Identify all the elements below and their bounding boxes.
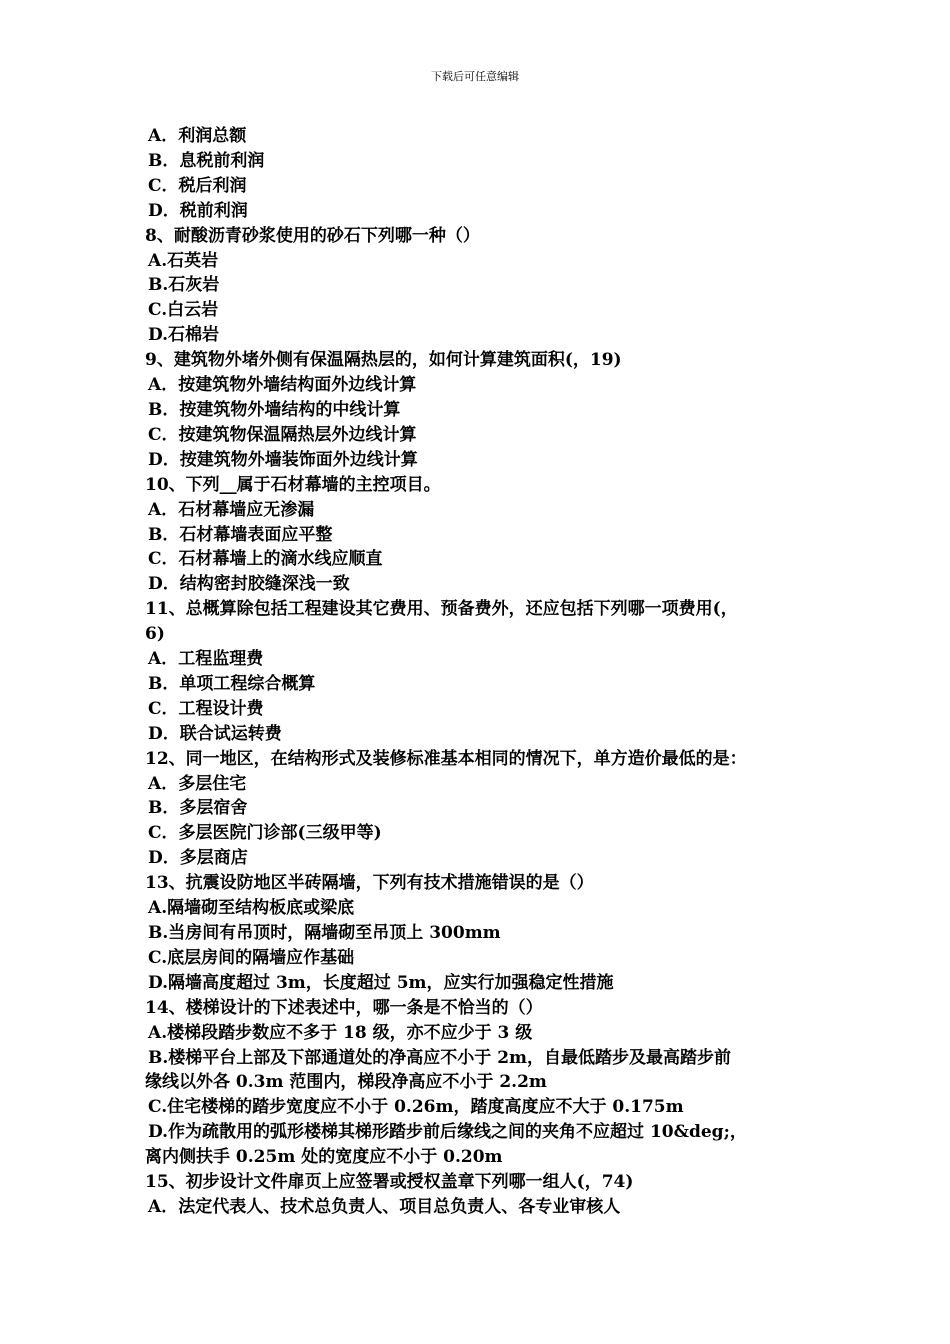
- option-line: D．结构密封胶缝深浅一致: [148, 574, 350, 595]
- question-line: 11、总概算除包括工程建设其它费用、预备费外，还应包括下列哪一项费用(，: [145, 599, 738, 620]
- option-line: D.隔墙高度超过 3m，长度超过 5m，应实行加强稳定性措施: [148, 972, 614, 993]
- question-line-continued: 6): [145, 624, 165, 645]
- question-line: 9、建筑物外堵外侧有保温隔热层的，如何计算建筑面积(，19): [145, 350, 622, 371]
- option-line: B.当房间有吊顶时，隔墙砌至吊顶上 300mm: [148, 923, 501, 943]
- option-line: C.住宅楼梯的踏步宽度应不小于 0.26m，踏度高度应不大于 0.175m: [148, 1097, 684, 1118]
- option-line: A.隔墙砌至结构板底或梁底: [148, 898, 355, 919]
- option-line: D.石棉岩: [148, 325, 220, 346]
- option-line: C．多层医院门诊部(三级甲等): [148, 823, 382, 844]
- option-line: B．按建筑物外墙结构的中线计算: [148, 399, 401, 420]
- option-line: A．按建筑物外墙结构面外边线计算: [148, 375, 417, 396]
- page-header: 下载后可任意编辑: [431, 70, 519, 83]
- option-line: C.底层房间的隔墙应作基础: [148, 947, 355, 968]
- question-line: 10、下列__属于石材幕墙的主控项目。: [145, 474, 441, 495]
- option-line: D.作为疏散用的弧形楼梯其梯形踏步前后缘线之间的夹角不应超过 10&deg;，: [148, 1122, 747, 1143]
- option-line: B．石材幕墙表面应平整: [148, 524, 333, 545]
- option-line: B．息税前利润: [148, 150, 265, 171]
- question-line: 13、抗震设防地区半砖隔墙，下列有技术措施错误的是（）: [145, 873, 594, 894]
- option-line: B．单项工程综合概算: [148, 673, 316, 694]
- document-body: [145, 124, 825, 1220]
- option-line: A.石英岩: [148, 250, 219, 271]
- option-line: A.楼梯段踏步数应不多于 18 级，亦不应少于 3 级: [148, 1022, 533, 1043]
- option-line: B.楼梯平台上部及下部通道处的净高应不小于 2m，自最低踏步及最高踏步前: [148, 1047, 732, 1068]
- option-line: C．税后利润: [148, 175, 247, 196]
- option-line: C.白云岩: [148, 300, 219, 321]
- option-line: B．多层宿舍: [148, 798, 248, 819]
- option-line: D．按建筑物外墙装饰面外边线计算: [148, 449, 418, 470]
- option-line: A．法定代表人、技术总负责人、项目总负责人、各专业审核人: [148, 1196, 621, 1217]
- option-line: D．税前利润: [148, 200, 248, 221]
- question-line: 15、初步设计文件扉页上应签署或授权盖章下列哪一组人(，74): [145, 1172, 634, 1193]
- question-line: 14、楼梯设计的下述表述中，哪一条是不恰当的（）: [145, 997, 543, 1018]
- option-line: A．多层住宅: [148, 773, 247, 794]
- option-line: A．工程监理费: [148, 649, 264, 670]
- option-line: C．按建筑物保温隔热层外边线计算: [148, 424, 417, 445]
- question-line: 12、同一地区，在结构形式及装修标准基本相同的情况下，单方造价最低的是：: [145, 748, 747, 769]
- option-line-continued: 缘线以外各 0.3m 范围内，梯段净高应不小于 2.2m: [145, 1072, 547, 1093]
- question-line: 8、耐酸沥青砂浆使用的砂石下列哪一种（）: [145, 225, 480, 246]
- option-line: C．石材幕墙上的滴水线应顺直: [148, 549, 383, 570]
- option-line: D．多层商店: [148, 848, 248, 869]
- option-line-continued: 离内侧扶手 0.25m 处的宽度应不小于 0.20m: [145, 1147, 503, 1168]
- option-line: D．联合试运转费: [148, 723, 282, 744]
- option-line: B.石灰岩: [148, 275, 220, 296]
- option-line: C．工程设计费: [148, 698, 264, 719]
- option-line: A．利润总额: [148, 126, 247, 146]
- option-line: A．石材幕墙应无渗漏: [148, 499, 315, 520]
